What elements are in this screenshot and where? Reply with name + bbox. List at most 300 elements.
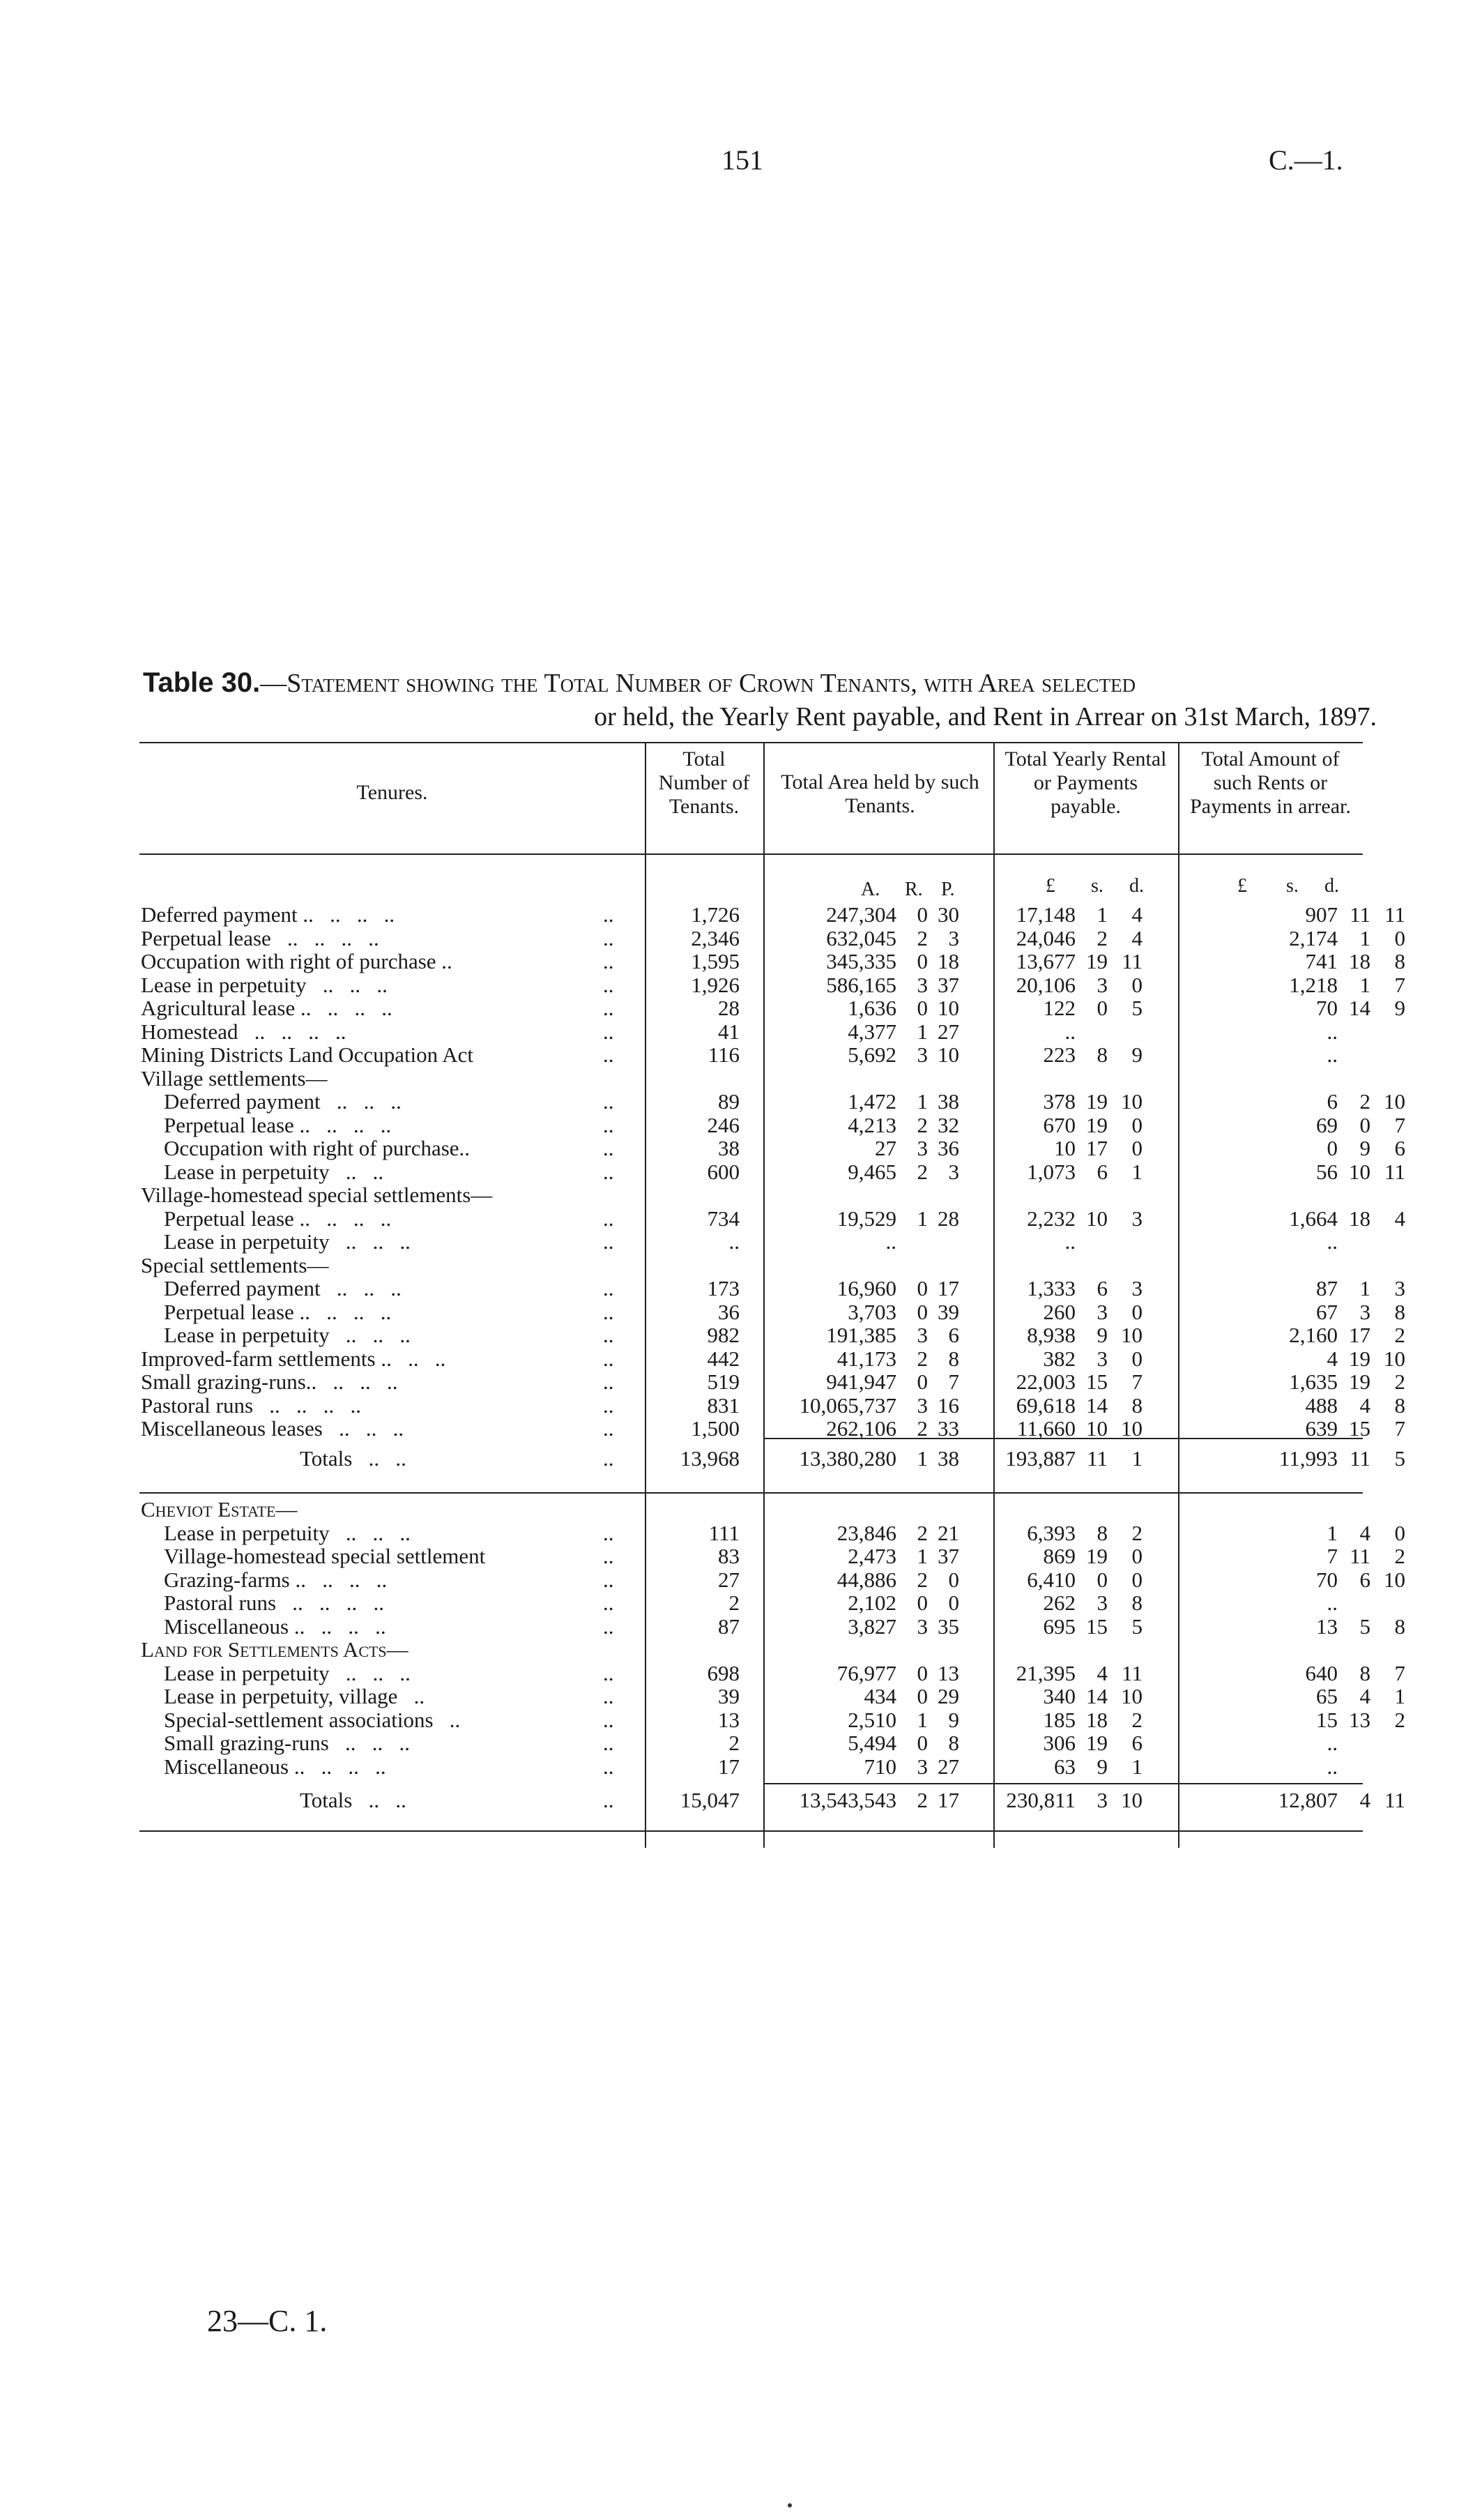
arrears-pence-cell: 6 xyxy=(1394,1136,1405,1160)
acres-cell: 13,380,280 xyxy=(799,1446,896,1471)
perches-cell: 33 xyxy=(938,1416,959,1441)
arrears-pence-cell: 2 xyxy=(1394,1323,1405,1347)
number-cell: 15,047 xyxy=(680,1788,740,1812)
perches-cell: 37 xyxy=(938,1544,959,1568)
table-row xyxy=(0,1160,1482,1183)
rental-pence-cell: 3 xyxy=(1131,1206,1143,1231)
perches-cell: 37 xyxy=(938,972,959,997)
row-label: Miscellaneous .. .. .. .. xyxy=(164,1754,386,1779)
perches-cell: 16 xyxy=(938,1392,959,1418)
rental-pence-cell: 8 xyxy=(1131,1392,1143,1418)
arrears-pounds-cell: 2,160 xyxy=(1289,1323,1338,1347)
arrears-pounds-cell: 1 xyxy=(1327,1520,1338,1545)
rental-shillings-cell: 9 xyxy=(1097,1754,1108,1779)
number-cell: 39 xyxy=(718,1684,740,1708)
number-cell: 982 xyxy=(707,1323,740,1347)
table-row xyxy=(0,950,1482,973)
table-row xyxy=(0,1090,1482,1113)
rental-pence-cell: 4 xyxy=(1131,902,1143,927)
number-cell: 38 xyxy=(718,1136,740,1160)
number-cell: 41 xyxy=(718,1019,740,1044)
acres-cell: 4,377 xyxy=(848,1019,896,1044)
table-row xyxy=(0,1521,1482,1544)
arrears-pounds-cell: 4 xyxy=(1327,1346,1338,1371)
table-row xyxy=(0,1230,1482,1253)
number-cell: 13 xyxy=(718,1707,740,1732)
rental-pounds-cell: 230,811 xyxy=(1006,1788,1076,1812)
roods-cell: 2 xyxy=(917,1788,928,1812)
rental-pence-cell: 7 xyxy=(1131,1369,1143,1394)
rental-shillings-cell: 0 xyxy=(1097,996,1108,1020)
rental-pence-cell: 10 xyxy=(1121,1416,1143,1441)
roods-cell: 2 xyxy=(917,925,928,950)
row-label: Lease in perpetuity .. .. .. xyxy=(164,1660,411,1685)
leader-dots: .. xyxy=(603,1229,614,1254)
perches-cell: 36 xyxy=(938,1136,959,1160)
arrears-pounds-cell: 488 xyxy=(1305,1392,1338,1418)
roods-cell: 2 xyxy=(917,1567,928,1592)
acres-cell: 4,213 xyxy=(848,1112,896,1137)
arrears-shillings-cell: 0 xyxy=(1359,1112,1370,1137)
arrears-pence-cell: 7 xyxy=(1394,1416,1405,1441)
table-row xyxy=(0,1615,1482,1638)
arrears-pounds-cell: .. xyxy=(1327,1731,1338,1755)
perches-cell: 3 xyxy=(948,1159,959,1184)
rental-pence-cell: 10 xyxy=(1121,1684,1143,1708)
row-label: Miscellaneous leases .. .. .. xyxy=(141,1416,404,1441)
leader-dots: .. xyxy=(603,972,614,997)
table-row xyxy=(0,1370,1482,1393)
unit-roods: R. xyxy=(905,879,923,900)
rental-pence-cell: 10 xyxy=(1121,1788,1143,1812)
row-label: Lease in perpetuity .. .. .. xyxy=(164,1229,411,1254)
acres-cell: 2,473 xyxy=(848,1544,896,1568)
leader-dots: .. xyxy=(603,1392,614,1418)
arrears-pounds-cell: 87 xyxy=(1316,1276,1338,1300)
number-cell: 2,346 xyxy=(691,925,740,950)
rental-pence-cell: 0 xyxy=(1131,1544,1143,1568)
row-label: Pastoral runs .. .. .. .. xyxy=(141,1392,362,1418)
acres-cell: 3,827 xyxy=(848,1614,896,1639)
rental-pounds-cell: 24,046 xyxy=(1016,925,1076,950)
perches-cell: 8 xyxy=(948,1731,959,1755)
unit-pounds-2: £ xyxy=(1237,875,1247,897)
roods-cell: 1 xyxy=(917,1707,928,1732)
leader-dots: .. xyxy=(603,1136,614,1160)
perches-cell: 30 xyxy=(938,902,959,927)
row-label: Lease in perpetuity, village .. xyxy=(164,1684,425,1708)
number-cell: 600 xyxy=(707,1159,740,1184)
perches-cell: 13 xyxy=(938,1660,959,1685)
row-label: Occupation with right of purchase.. xyxy=(164,1136,471,1160)
perches-cell: 32 xyxy=(938,1112,959,1137)
rental-pounds-cell: 6,410 xyxy=(1027,1567,1076,1592)
table-row xyxy=(0,1544,1482,1568)
acres-cell: 710 xyxy=(864,1754,896,1779)
rental-shillings-cell: 14 xyxy=(1086,1684,1108,1708)
roods-cell: 1 xyxy=(917,1544,928,1568)
arrears-shillings-cell: 14 xyxy=(1349,996,1370,1020)
arrears-shillings-cell: 11 xyxy=(1350,1544,1370,1568)
table-row xyxy=(0,1277,1482,1300)
unit-pence-2: d. xyxy=(1324,875,1339,897)
table-row xyxy=(0,1043,1482,1066)
arrears-pence-cell: 2 xyxy=(1394,1544,1405,1568)
section-heading xyxy=(0,1638,1482,1661)
rental-pence-cell: 10 xyxy=(1121,1323,1143,1347)
leader-dots: .. xyxy=(603,1159,614,1184)
section-heading xyxy=(0,1067,1482,1090)
arrears-pence-cell: 11 xyxy=(1384,1159,1405,1184)
number-cell: 36 xyxy=(718,1299,740,1324)
perches-cell: 10 xyxy=(938,1042,959,1067)
roods-cell: 1 xyxy=(917,1019,928,1044)
table-row xyxy=(0,903,1482,926)
rental-pounds-cell: 670 xyxy=(1043,1112,1076,1137)
arrears-pence-cell: 4 xyxy=(1394,1206,1405,1231)
roods-cell: 3 xyxy=(917,1754,928,1779)
roods-cell: 3 xyxy=(917,1136,928,1160)
row-label: Occupation with right of purchase .. xyxy=(141,949,452,973)
rental-pounds-cell: 260 xyxy=(1043,1299,1076,1324)
rental-pence-cell: 5 xyxy=(1131,996,1143,1020)
arrears-pounds-cell: 741 xyxy=(1305,949,1338,973)
arrears-pence-cell: 8 xyxy=(1394,1614,1405,1639)
arrears-pounds-cell: 13 xyxy=(1316,1614,1338,1639)
rental-shillings-cell: 15 xyxy=(1086,1369,1108,1394)
row-label: Pastoral runs .. .. .. .. xyxy=(164,1591,385,1615)
rental-pence-cell: 8 xyxy=(1131,1591,1143,1615)
table-row xyxy=(0,1755,1482,1778)
section-heading xyxy=(0,1254,1482,1277)
row-label: Grazing-farms .. .. .. .. xyxy=(164,1567,388,1592)
table-row xyxy=(0,1568,1482,1591)
rental-shillings-cell: 3 xyxy=(1097,1788,1108,1812)
number-cell: 173 xyxy=(707,1276,740,1300)
table-row xyxy=(0,996,1482,1019)
page-mark xyxy=(788,2503,792,2507)
rental-pounds-cell: .. xyxy=(1064,1019,1076,1044)
acres-cell: 5,494 xyxy=(848,1731,896,1755)
arrears-pounds-cell: .. xyxy=(1327,1591,1338,1615)
table-row xyxy=(0,1731,1482,1754)
arrears-shillings-cell: 19 xyxy=(1349,1369,1370,1394)
roods-cell: 0 xyxy=(917,1276,928,1300)
rental-shillings-cell: 3 xyxy=(1097,972,1108,997)
row-label: Lease in perpetuity .. .. xyxy=(164,1159,384,1184)
arrears-pounds-cell: 6 xyxy=(1327,1089,1338,1114)
acres-cell: 23,846 xyxy=(837,1520,896,1545)
table-row xyxy=(0,1207,1482,1230)
table-row xyxy=(0,973,1482,996)
acres-cell: 27 xyxy=(875,1136,896,1160)
leader-dots: .. xyxy=(603,1369,614,1394)
leader-dots: .. xyxy=(603,1416,614,1441)
rental-shillings-cell: 19 xyxy=(1086,1731,1108,1755)
acres-cell: 586,165 xyxy=(826,972,896,997)
rental-pounds-cell: 1,073 xyxy=(1027,1159,1076,1184)
row-label: Lease in perpetuity .. .. .. xyxy=(141,972,388,997)
table-row xyxy=(0,1394,1482,1417)
totals2-rule xyxy=(763,1783,1363,1784)
row-label: Perpetual lease .. .. .. .. xyxy=(164,1206,392,1231)
roods-cell: 2 xyxy=(917,1346,928,1371)
rental-shillings-cell: 10 xyxy=(1086,1416,1108,1441)
rental-pounds-cell: 13,677 xyxy=(1016,949,1076,973)
rental-shillings-cell: 3 xyxy=(1097,1346,1108,1371)
arrears-pounds-cell: .. xyxy=(1327,1229,1338,1254)
roods-cell: 2 xyxy=(917,1159,928,1184)
perches-cell: 8 xyxy=(948,1346,959,1371)
row-label: Cheviot Estate— xyxy=(141,1497,298,1521)
arrears-shillings-cell: 13 xyxy=(1349,1707,1370,1732)
perches-cell: 29 xyxy=(938,1684,959,1708)
arrears-pence-cell: 1 xyxy=(1394,1684,1405,1708)
arrears-pence-cell: 8 xyxy=(1394,1392,1405,1418)
rental-pence-cell: 2 xyxy=(1131,1707,1143,1732)
rental-pence-cell: 5 xyxy=(1131,1614,1143,1639)
totals-row xyxy=(0,1789,1482,1812)
rental-shillings-cell: 4 xyxy=(1097,1660,1108,1685)
number-cell: 519 xyxy=(707,1369,740,1394)
rental-pence-cell: 6 xyxy=(1131,1731,1143,1755)
acres-cell: 19,529 xyxy=(837,1206,896,1231)
arrears-pounds-cell: 12,807 xyxy=(1278,1788,1338,1812)
rental-pounds-cell: 6,393 xyxy=(1027,1520,1076,1545)
perches-cell: 9 xyxy=(948,1707,959,1732)
leader-dots: .. xyxy=(603,1731,614,1755)
rental-shillings-cell: 19 xyxy=(1086,949,1108,973)
row-label: Lease in perpetuity .. .. .. xyxy=(164,1520,411,1545)
perches-cell: 10 xyxy=(938,996,959,1020)
unit-shillings-1: s. xyxy=(1091,875,1103,897)
roods-cell: 3 xyxy=(917,1392,928,1418)
rental-pounds-cell: 262 xyxy=(1043,1591,1076,1615)
rental-shillings-cell: 8 xyxy=(1097,1520,1108,1545)
arrears-pence-cell: 10 xyxy=(1384,1346,1405,1371)
number-cell: 2 xyxy=(728,1591,740,1615)
rental-shillings-cell: 18 xyxy=(1086,1707,1108,1732)
roods-cell: 0 xyxy=(917,1660,928,1685)
arrears-pence-cell: 10 xyxy=(1384,1089,1405,1114)
arrears-pounds-cell: 15 xyxy=(1316,1707,1338,1732)
arrears-pounds-cell: 1,218 xyxy=(1289,972,1338,997)
arrears-pence-cell: 7 xyxy=(1394,972,1405,997)
number-cell: 1,500 xyxy=(691,1416,740,1441)
acres-cell: 345,335 xyxy=(826,949,896,973)
rental-pounds-cell: 378 xyxy=(1043,1089,1076,1114)
rental-shillings-cell: 0 xyxy=(1097,1567,1108,1592)
acres-cell: 76,977 xyxy=(837,1660,896,1685)
table-row xyxy=(0,1347,1482,1370)
arrears-shillings-cell: 1 xyxy=(1359,972,1370,997)
perches-cell: 17 xyxy=(938,1788,959,1812)
rental-pounds-cell: 382 xyxy=(1043,1346,1076,1371)
row-label: Village settlements— xyxy=(141,1065,328,1091)
arrears-pence-cell: 11 xyxy=(1384,902,1405,927)
perches-cell: 7 xyxy=(948,1369,959,1394)
col-header-rental: Total Yearly Rental or Payments payable. xyxy=(1004,747,1167,818)
number-cell: 17 xyxy=(718,1754,740,1779)
number-cell: 111 xyxy=(708,1520,740,1545)
rental-shillings-cell: 9 xyxy=(1097,1323,1108,1347)
acres-cell: 1,472 xyxy=(848,1089,896,1114)
number-cell: 1,595 xyxy=(691,949,740,973)
perches-cell: 18 xyxy=(938,949,959,973)
rental-pence-cell: 1 xyxy=(1131,1159,1143,1184)
leader-dots: .. xyxy=(603,1591,614,1615)
row-label: Village-homestead special settlements— xyxy=(141,1183,493,1207)
number-cell: 87 xyxy=(718,1614,740,1639)
rental-pounds-cell: 21,395 xyxy=(1016,1660,1076,1685)
row-label: Small grazing-runs .. .. .. xyxy=(164,1731,411,1755)
arrears-pounds-cell: 56 xyxy=(1316,1159,1338,1184)
table-row xyxy=(0,1137,1482,1160)
leader-dots: .. xyxy=(603,1323,614,1347)
roods-cell: 2 xyxy=(917,1416,928,1441)
perches-cell: 38 xyxy=(938,1446,959,1471)
arrears-shillings-cell: 2 xyxy=(1359,1089,1370,1114)
rental-shillings-cell: 19 xyxy=(1086,1112,1108,1137)
row-label: Mining Districts Land Occupation Act xyxy=(141,1042,473,1067)
table-label: Table 30. xyxy=(143,667,261,698)
rental-pence-cell: 2 xyxy=(1131,1520,1143,1545)
leader-dots: .. xyxy=(603,1520,614,1545)
arrears-shillings-cell: 11 xyxy=(1350,1446,1370,1471)
rental-pounds-cell: 223 xyxy=(1043,1042,1076,1067)
number-cell: 246 xyxy=(707,1112,740,1137)
rental-shillings-cell: 10 xyxy=(1086,1206,1108,1231)
acres-cell: 2,102 xyxy=(848,1591,896,1615)
arrears-pence-cell: 3 xyxy=(1394,1276,1405,1300)
roods-cell: 3 xyxy=(917,1042,928,1067)
unit-pence-1: d. xyxy=(1129,875,1144,897)
rental-pence-cell: 0 xyxy=(1131,1112,1143,1137)
arrears-pounds-cell: 1,664 xyxy=(1289,1206,1338,1231)
perches-cell: 17 xyxy=(938,1276,959,1300)
leader-dots: .. xyxy=(603,902,614,927)
leader-dots: .. xyxy=(603,1788,614,1812)
rental-pence-cell: 11 xyxy=(1122,1660,1143,1685)
arrears-shillings-cell: 4 xyxy=(1359,1788,1370,1812)
number-cell: 116 xyxy=(708,1042,740,1067)
arrears-pounds-cell: .. xyxy=(1327,1754,1338,1779)
title-line-2: or held, the Yearly Rent payable, and Rent in Arrear on 31st March, 1897. xyxy=(594,702,1377,731)
rental-pence-cell: 9 xyxy=(1131,1042,1143,1067)
arrears-pounds-cell: 65 xyxy=(1316,1684,1338,1708)
leader-dots: .. xyxy=(603,1019,614,1044)
unit-pounds-1: £ xyxy=(1046,875,1055,897)
number-cell: 831 xyxy=(707,1392,740,1418)
arrears-pounds-cell: 2,174 xyxy=(1289,925,1338,950)
number-cell: 83 xyxy=(718,1544,740,1568)
arrears-shillings-cell: 19 xyxy=(1349,1346,1370,1371)
col-header-tenures: Tenures. xyxy=(356,781,428,804)
rental-pounds-cell: 10 xyxy=(1054,1136,1076,1160)
rental-pence-cell: 11 xyxy=(1122,949,1143,973)
acres-cell: 10,065,737 xyxy=(799,1392,896,1418)
row-label: Lease in perpetuity .. .. .. xyxy=(164,1323,411,1347)
acres-cell: 191,385 xyxy=(826,1323,896,1347)
rental-pounds-cell: 340 xyxy=(1043,1684,1076,1708)
arrears-pounds-cell: 11,993 xyxy=(1278,1446,1338,1471)
number-cell: 698 xyxy=(707,1660,740,1685)
rental-pounds-cell: 11,660 xyxy=(1016,1416,1076,1441)
unit-perches: P. xyxy=(941,879,955,900)
totals-row xyxy=(0,1447,1482,1470)
arrears-pence-cell: 5 xyxy=(1394,1446,1405,1471)
rental-pounds-cell: 22,003 xyxy=(1016,1369,1076,1394)
arrears-pounds-cell: 67 xyxy=(1316,1299,1338,1324)
leader-dots: .. xyxy=(603,1299,614,1324)
table-bottom-rule xyxy=(139,1830,1363,1832)
rental-pounds-cell: 17,148 xyxy=(1016,902,1076,927)
acres-cell: 16,960 xyxy=(837,1276,896,1300)
number-cell: 13,968 xyxy=(680,1446,740,1471)
rental-pounds-cell: 8,938 xyxy=(1027,1323,1076,1347)
unit-acres: A. xyxy=(861,879,880,900)
row-label: Improved-farm settlements .. .. .. xyxy=(141,1346,446,1371)
rental-pence-cell: 0 xyxy=(1131,1299,1143,1324)
acres-cell: .. xyxy=(885,1229,896,1254)
table-row xyxy=(0,927,1482,950)
arrears-shillings-cell: 4 xyxy=(1359,1392,1370,1418)
arrears-shillings-cell: 1 xyxy=(1359,925,1370,950)
row-label: Homestead .. .. .. .. xyxy=(141,1019,346,1044)
leader-dots: .. xyxy=(603,1707,614,1732)
arrears-shillings-cell: 3 xyxy=(1359,1299,1370,1324)
rental-pounds-cell: 193,887 xyxy=(1005,1446,1076,1471)
arrears-pence-cell: 9 xyxy=(1394,996,1405,1020)
table-row xyxy=(0,1708,1482,1731)
footer-code: 23—C. 1. xyxy=(207,2304,328,2338)
rental-pounds-cell: 2,232 xyxy=(1027,1206,1076,1231)
arrears-shillings-cell: 9 xyxy=(1359,1136,1370,1160)
arrears-shillings-cell: 1 xyxy=(1359,1276,1370,1300)
rental-shillings-cell: 3 xyxy=(1097,1591,1108,1615)
roods-cell: 3 xyxy=(917,972,928,997)
leader-dots: .. xyxy=(603,949,614,973)
perches-cell: 28 xyxy=(938,1206,959,1231)
arrears-pence-cell: 8 xyxy=(1394,949,1405,973)
roods-cell: 0 xyxy=(917,902,928,927)
perches-cell: 39 xyxy=(938,1299,959,1324)
acres-cell: 44,886 xyxy=(837,1567,896,1592)
leader-dots: .. xyxy=(603,1684,614,1708)
rental-pence-cell: 10 xyxy=(1121,1089,1143,1114)
roods-cell: 0 xyxy=(917,1684,928,1708)
acres-cell: 3,703 xyxy=(848,1299,896,1324)
leader-dots: .. xyxy=(603,1614,614,1639)
rental-shillings-cell: 1 xyxy=(1097,902,1108,927)
rental-pounds-cell: 869 xyxy=(1043,1544,1076,1568)
arrears-pounds-cell: 1,635 xyxy=(1289,1369,1338,1394)
arrears-shillings-cell: 11 xyxy=(1350,902,1370,927)
rental-shillings-cell: 8 xyxy=(1097,1042,1108,1067)
rental-pence-cell: 0 xyxy=(1131,1346,1143,1371)
acres-cell: 941,947 xyxy=(826,1369,896,1394)
arrears-pence-cell: 8 xyxy=(1394,1299,1405,1324)
rental-shillings-cell: 6 xyxy=(1097,1276,1108,1300)
rental-shillings-cell: 17 xyxy=(1086,1136,1108,1160)
arrears-pounds-cell: 7 xyxy=(1327,1544,1338,1568)
number-cell: 442 xyxy=(707,1346,740,1371)
arrears-pounds-cell: 639 xyxy=(1305,1416,1338,1441)
rental-shillings-cell: 2 xyxy=(1097,925,1108,950)
rental-shillings-cell: 14 xyxy=(1086,1392,1108,1418)
row-label: Land for Settlements Acts— xyxy=(141,1637,408,1662)
table-row xyxy=(0,1300,1482,1323)
